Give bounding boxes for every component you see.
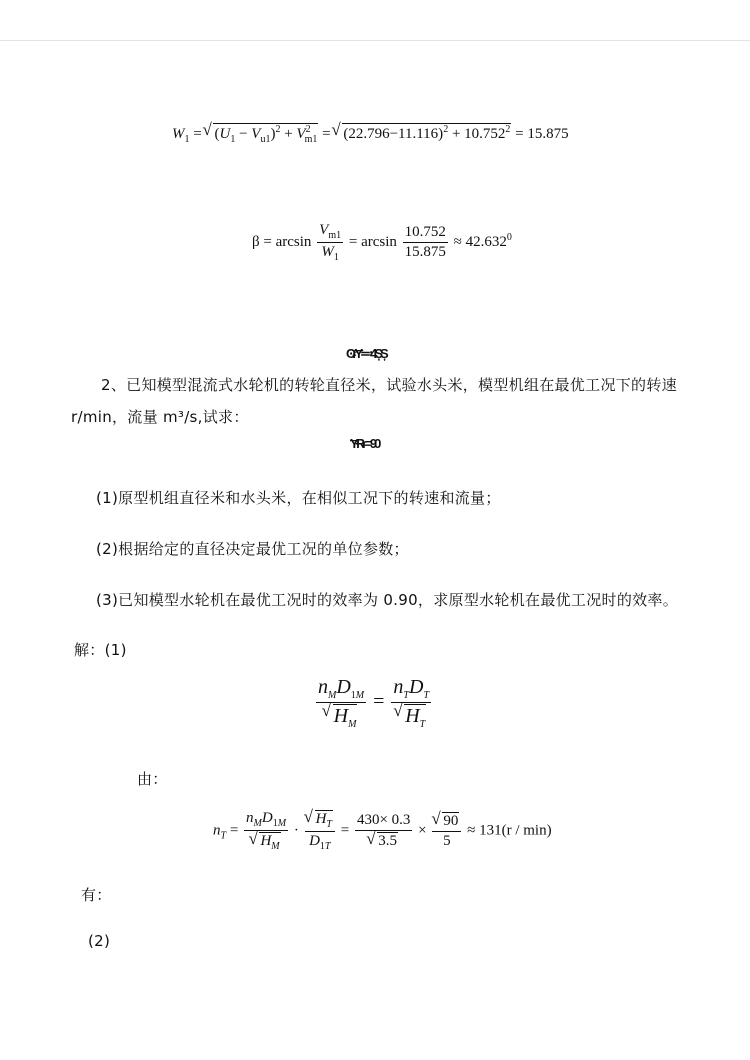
w1-result: 15.875 [527, 126, 569, 142]
have-label: 有： [81, 886, 112, 904]
beta-result: ≈ 42.632 [453, 233, 507, 250]
by-label: 由： [137, 770, 168, 788]
question-2: (2)根据给定的直径决定最优工况的单位参数； [96, 540, 409, 558]
equation-nt: $n_T$ = $n_MD_{1M}$ √ $H_M$ · √ $\frac{H_T}{D_{1T}}$ = 430× 0.3 √ 3.5 × √ $\frac{90}{5}$ ≈ 131(r / min) [213, 810, 552, 852]
problem-intro-line1: 2、已知模型混流式水轮机的转轮直径米，试验水头米，模型机组在最优工况下的转速 [101, 376, 677, 394]
garbled-symbol-1: ϾɍɎ≕4ȘȘ [346, 346, 386, 361]
solution-label: 解：(1) [74, 641, 127, 659]
question-1: (1)原型机组直径米和水头米，在相似工况下的转速和流量； [96, 489, 501, 507]
equation-beta: β = arcsin $\frac{V_{m1}}{W_1}$ = arcsin $\frac{10.752}{15.875}$ ≈ $42.632^0$ [252, 222, 512, 263]
question-3: (3)已知模型水轮机在最优工况时的效率为 0.90，求原型水轮机在最优工况时的效率。 [96, 591, 679, 609]
equation-similarity: $n_MD_{1M}$ √ $H_M$ = $n_TD_T$ √ $H_T$ [314, 676, 433, 730]
nt-result: ≈ 131(r / min) [467, 822, 552, 839]
top-divider [0, 40, 750, 41]
part-2-label: (2) [88, 932, 111, 950]
equation-w1: $W_1$ = √ $(U_1 - V_{u1})^2 + V^2_{m1}$ = √ $(22.796-11.116)^2 + 10.752^2 = 15.875$ [172, 123, 569, 145]
problem-intro-line2: r/min，流量 m³/s,试求： [71, 408, 249, 426]
garbled-symbol-2: ɎɌɍ = 90 [350, 436, 379, 451]
